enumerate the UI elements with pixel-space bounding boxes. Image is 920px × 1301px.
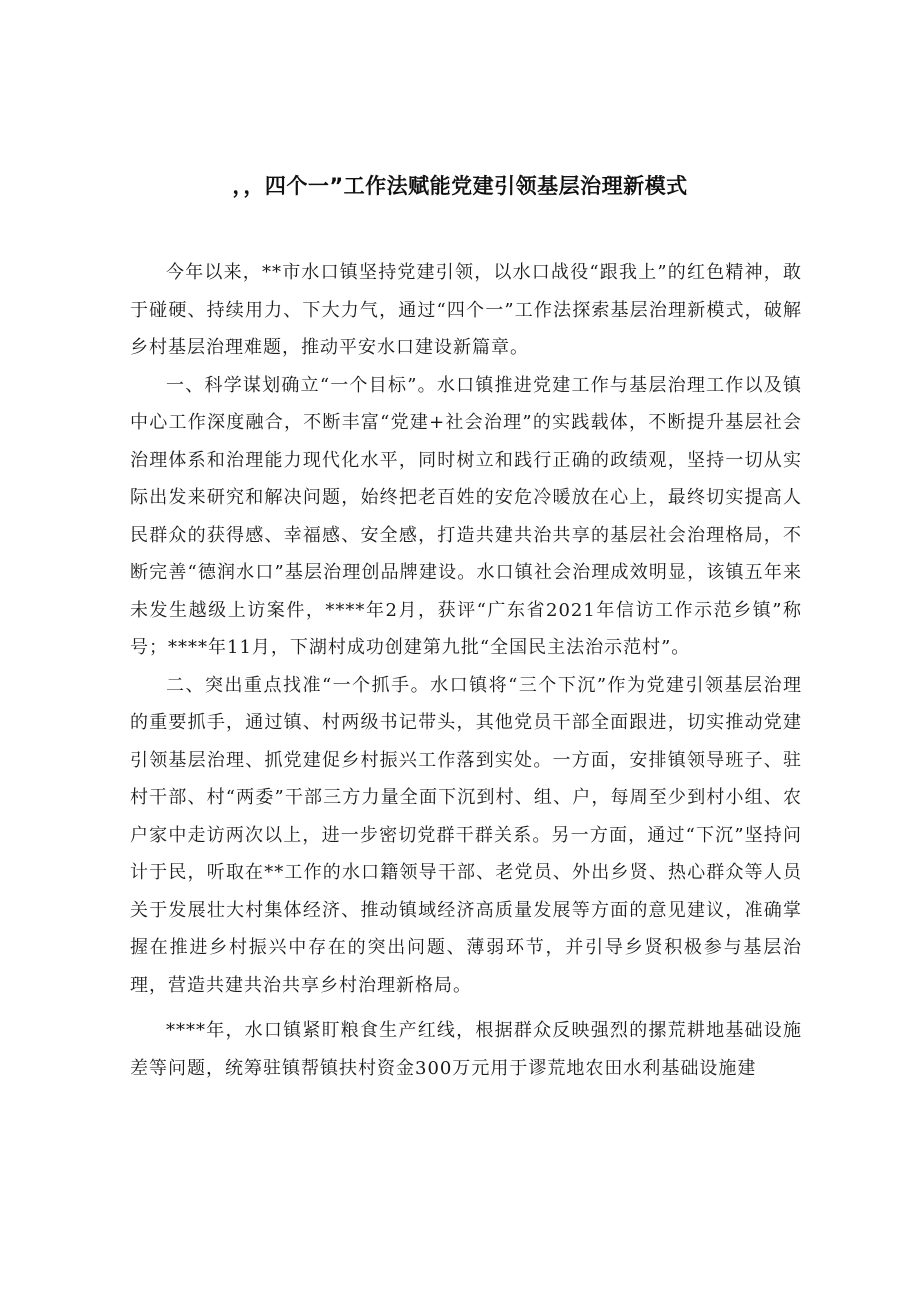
paragraph-section-two: 二、突出重点找准“一个抓手。水口镇将“三个下沉”作为党建引领基层治理的重要抓手，通过镇、村两级书记带头，其他党员干部全面跟进，切实推动党建引领基层治理、抓党建促乡村振兴工作落到实处。一方面，安排镇领导班子、驻村干部、村“两委”干部三方力量全面下沉到村、组、户，每周至少到村小组、农户家中走访两次以上，进一步密切党群干群关系。另一方面，通过“下沉”坚持问计于民，听取在**工作的水口籍领导干部、老党员、外出乡贤、热心群众等人员关于发展壮大村集体经济、推动镇域经济高质量发展等方面的意见建议，准确掌握在推进乡村振兴中存在的突出问题、薄弱环节，并引导乡贤积极参与基层治理，营造共建共治共享乡村治理新格局。 [130, 674, 802, 996]
paragraph-grain-production: ****年，水口镇紧盯粮食生产红线，根据群众反映强烈的摞荒耕地基础设施差等问题，统筹驻镇帮镇扶村资金300万元用于谬荒地农田水利基础设施建 [130, 1020, 802, 1079]
document-title: ，，四个一”工作法赋能党建引领基层治理新模式 [232, 174, 688, 198]
paragraph-intro: 今年以来，**市水口镇坚持党建引领，以水口战役“跟我上”的红色精神，敢于碰硬、持续用力、下大力气，通过“四个一”工作法探索基层治理新模式，破解乡村基层治理难题，推动平安水口建设新篇章。 [130, 262, 802, 358]
paragraph-section-one: 一、科学谋划确立“一个目标”。水口镇推进党建工作与基层治理工作以及镇中心工作深度融合，不断丰富“党建+社会治理”的实践载体，不断提升基层社会治理体系和治理能力现代化水平，同时树立和践行正确的政绩观，坚持一切从实际出发来研究和解决问题，始终把老百姓的安危冷暖放在心上，最终切实提高人民群众的获得感、幸福感、安全感，打造共建共治共享的基层社会治理格局，不断完善“德润水口”基层治理创品牌建设。水口镇社会治理成效明显，该镇五年来未发生越级上访案件，****年2月，获评“广东省2021年信访工作示范乡镇”称号；****年11月，下湖村成功创建第九批“全国民主法治示范村”。 [130, 374, 802, 658]
document-body [130, 254, 802, 1087]
